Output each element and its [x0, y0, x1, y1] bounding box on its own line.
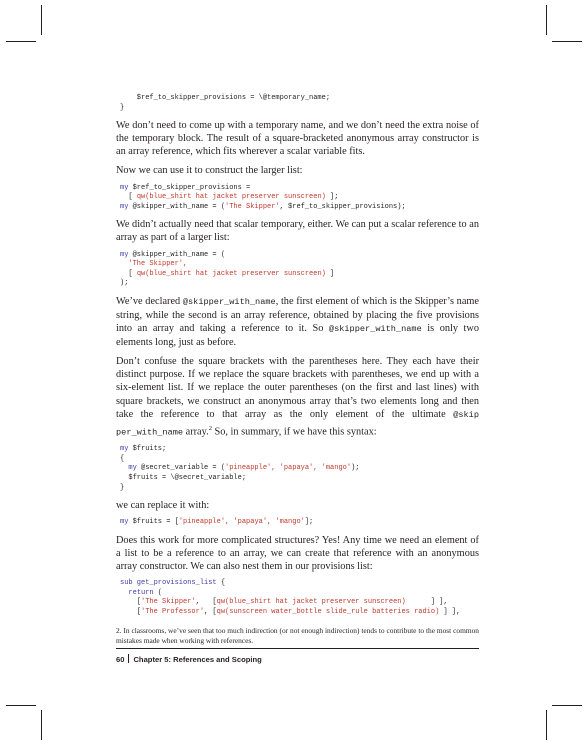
footnote-ref: 2 — [208, 424, 212, 432]
code-block: $ref_to_skipper_provisions = \@temporary_name; } — [120, 94, 331, 112]
code-block: my @skipper_with_name = ( 'The Skipper', [ qw(blue_shirt hat jacket preserver sunscreen) ] ); — [120, 250, 335, 288]
inline-code: @skip — [453, 409, 479, 420]
crop-mark — [552, 705, 582, 706]
page-footer — [116, 654, 262, 664]
inline-code: per_with_name — [116, 427, 184, 438]
inline-code: @skipper_with_name — [328, 324, 422, 335]
crop-mark — [41, 710, 42, 740]
crop-mark — [546, 710, 547, 740]
code-block: my $ref_to_skipper_provisions = [ qw(blue_shirt hat jacket preserver sunscreen) ]; my @skipper_with_name = ('The Skipper', $ref_to_skipper_provisions); — [120, 183, 406, 211]
crop-mark — [41, 5, 42, 35]
page-body — [116, 94, 479, 618]
paragraph: we can replace it with: — [116, 500, 210, 512]
crop-mark — [546, 5, 547, 35]
crop-mark — [6, 705, 36, 706]
inline-code: @skipper_with_name — [182, 296, 276, 307]
paragraph: We’ve declared @skipper_with_name, the first element of which is the Skipper’s name string, while the second is an array reference, obtained by placing the five provisions into an array and taking a reference to it. So @skipper_with_name is only two elements long, just as before. — [116, 295, 479, 349]
footer-separator — [128, 654, 129, 663]
chapter-title: Chapter 5: References and Scoping — [133, 655, 262, 664]
code-block: my $fruits = ['pineapple', 'papaya', 'mango']; — [120, 518, 314, 527]
page-number: 60 — [116, 655, 125, 664]
footer-rule — [116, 648, 479, 649]
footnote: 2. In classrooms, we’ve seen that too much indirection (or not enough indirection) tends to contribute to the most common mistakes made when working with references. — [116, 626, 479, 645]
paragraph: Does this work for more complicated structures? Yes! Any time we need an element of a list to be a reference to an array, we can create that reference with an anonymous array constructor. We can also nest them in our provisions list: — [116, 534, 479, 573]
crop-mark — [6, 41, 36, 42]
code-block: my $fruits; { my @secret_variable = ('pineapple', 'papaya', 'mango'); $fruits = \@secret_variable; } — [120, 445, 360, 492]
paragraph: We don’t need to come up with a temporary name, and we don’t need the extra noise of the temporary block. The result of a square-bracketed anonymous array constructor is an array reference, which fits wherever a scalar variable fits. — [116, 120, 479, 158]
code-block: sub get_provisions_list { return ( ['The Skipper', [qw(blue_shirt hat jacket preserver sunscreen) ] ], ['The Professor', [qw(sunscreen water_bottle slide_rule batteries radio) ] ], — [120, 579, 461, 616]
crop-mark — [552, 41, 582, 42]
paragraph: We didn’t actually need that scalar temporary, either. We can put a scalar reference to an array as part of a larger list: — [116, 219, 479, 244]
paragraph: Don’t confuse the square brackets with the parentheses here. They each have their distinct purpose. If we replace the square brackets with parentheses, we end up with a six-element list. If we replace the outer parentheses (on the first and last lines) with square brackets, we construct an anonymous array that’s two elements long and then take the reference to that array as the only element of the ultimate @skip per_with_name array.$^2$ So, in summary, if we have this syntax: — [116, 356, 479, 438]
paragraph: Now we can use it to construct the larger list: — [116, 165, 303, 177]
